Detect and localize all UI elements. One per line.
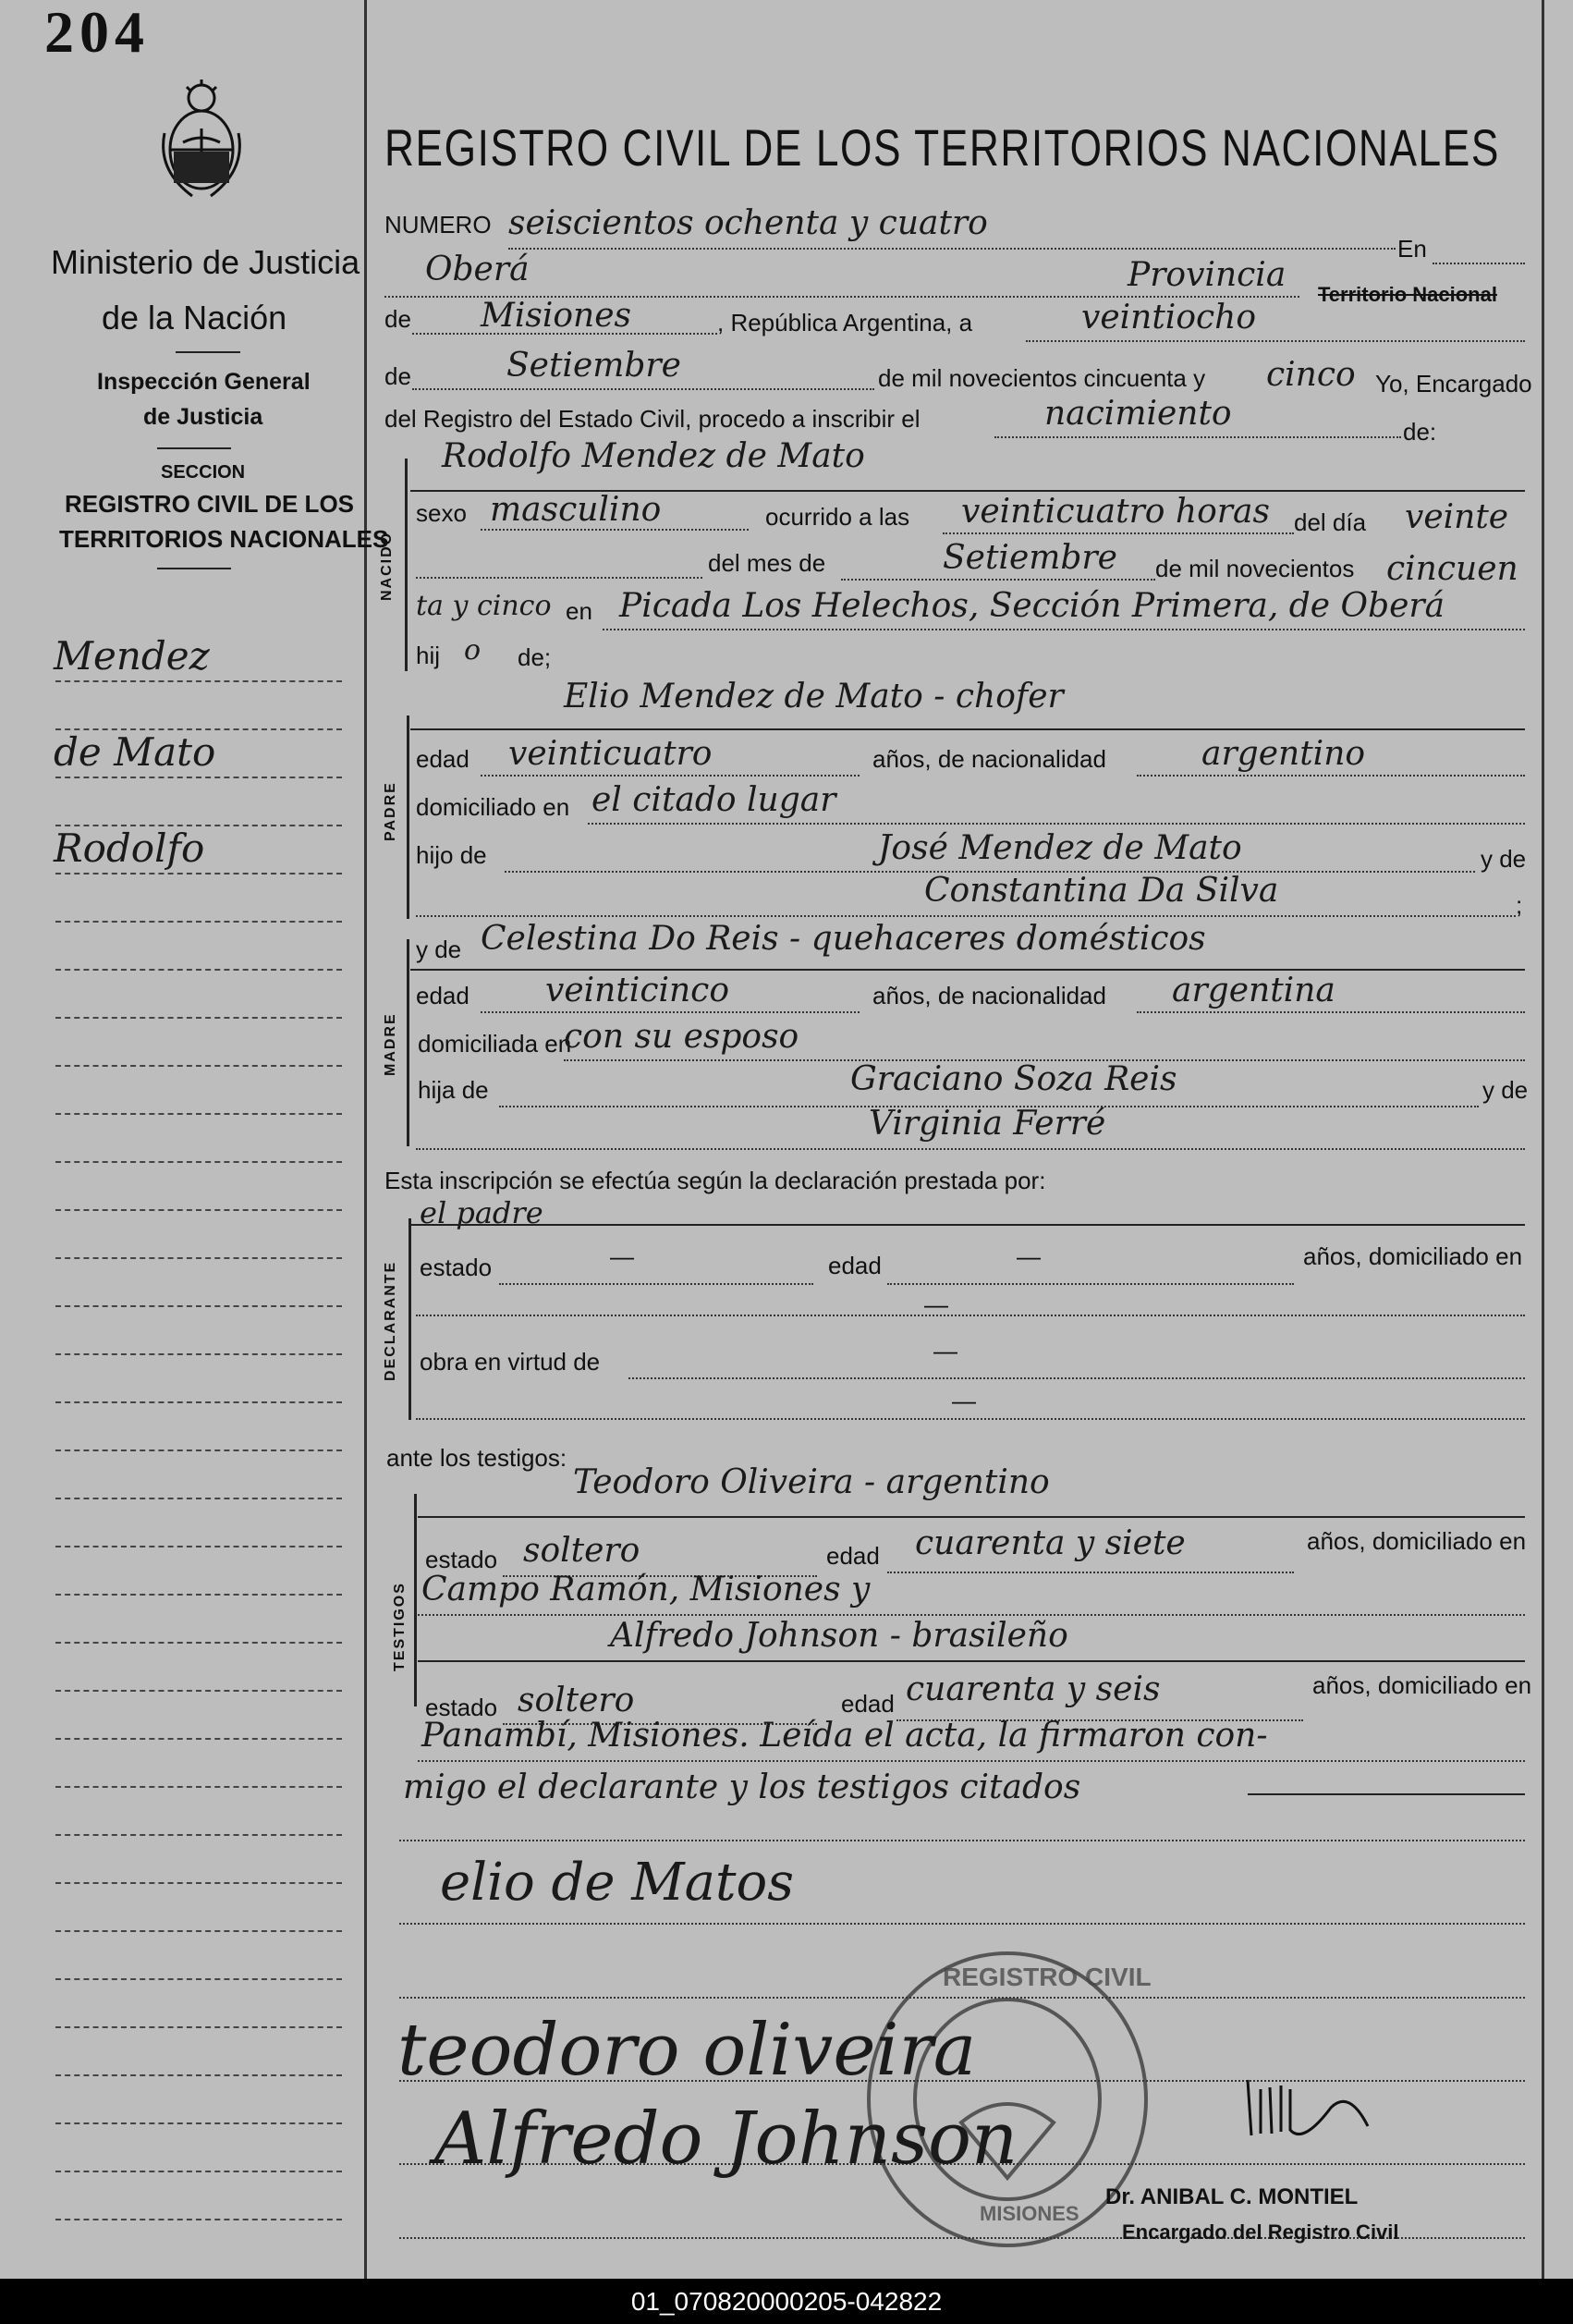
lugar-value: Picada Los Helechos, Sección Primera, de Oberá — [619, 587, 1445, 625]
sidebar-rule — [176, 351, 240, 353]
mes-value: Setiembre — [943, 539, 1117, 577]
sidebar-rule — [157, 447, 231, 449]
de-label-nacido: de; — [518, 643, 552, 671]
hij-value: o — [464, 634, 482, 667]
declarante-dom-line — [416, 1315, 1525, 1316]
inspection-line2: de Justicia — [143, 404, 263, 430]
declarante-name: el padre — [420, 1195, 543, 1230]
padre-edad-value: veinticuatro — [508, 735, 713, 773]
numero-value: seiscientos ochenta y cuatro — [508, 204, 988, 242]
declarante-section-label: DECLARANTE — [383, 1260, 398, 1381]
place-value: Oberá — [425, 251, 530, 288]
year-value: cinco — [1266, 356, 1356, 394]
madre-y-de-label: y de — [416, 936, 462, 963]
declarante-anos-label: años, domiciliado en — [1303, 1242, 1523, 1270]
padre-domicilio: el citado lugar — [591, 781, 836, 819]
padre-section-label: PADRE — [383, 781, 398, 841]
de-label-2: de — [384, 362, 411, 390]
witness2-estado: soltero — [518, 1682, 635, 1719]
padre-edad-line — [481, 775, 860, 777]
del-mes-label: del mes de — [708, 549, 826, 577]
en-label-nacido: en — [566, 597, 592, 625]
margin-note-surname2: de Mato — [54, 729, 216, 775]
month-line — [412, 388, 874, 390]
year-label: de mil novecientos cincuenta y — [878, 364, 1206, 392]
seal-text-bottom: MISIONES — [980, 2202, 1079, 2225]
republica-label: , República Argentina, a — [717, 309, 973, 336]
witness1-edad-label: edad — [826, 1542, 880, 1570]
padre-nac-line — [1137, 775, 1525, 777]
witness2-name-line — [418, 1660, 1525, 1662]
sexo-label: sexo — [416, 499, 467, 527]
madre-parent1: Graciano Soza Reis — [850, 1060, 1177, 1098]
ocurrido-label: ocurrido a las — [765, 503, 910, 531]
sidebar-rule — [157, 568, 231, 569]
declarante-brace — [408, 1218, 411, 1420]
registro-label: del Registro del Estado Civil, procedo a inscribir el — [384, 405, 921, 433]
padre-dom-line — [588, 823, 1525, 825]
declarante-edad-dash: — — [1017, 1242, 1041, 1270]
hij-label: hij — [416, 642, 441, 669]
padre-domicilio-label: domiciliado en — [416, 793, 570, 821]
numero-label: NUMERO — [384, 211, 492, 239]
madre-section-label: MADRE — [383, 1012, 398, 1076]
declarante-signature: elio de Matos — [440, 1853, 794, 1913]
ministry-line1: Ministerio de Justicia — [51, 243, 360, 281]
declarante-edad-label: edad — [828, 1252, 882, 1279]
madre-edad-label: edad — [416, 982, 469, 1009]
nacido-section-label: NACIDO — [379, 531, 395, 601]
padre-y-de-label: y de — [1481, 845, 1527, 873]
provincia-value: Provincia — [1128, 256, 1286, 294]
act-line — [994, 436, 1401, 438]
territorio-label: Territorio Nacional — [1318, 283, 1497, 306]
coat-of-arms-icon — [155, 78, 248, 207]
sidebar-divider — [364, 0, 367, 2279]
file-id-footer: 01_070820000205-042822 — [0, 2279, 1573, 2324]
madre-domicilio: con su esposo — [564, 1018, 799, 1056]
province-name: Misiones — [481, 297, 632, 335]
testigos-intro: ante los testigos: — [386, 1444, 567, 1472]
witness2-edad-label: edad — [841, 1690, 895, 1718]
witness2-anos-label: años, domiciliado en — [1312, 1671, 1532, 1699]
mes-line — [841, 579, 1155, 581]
numero-line — [508, 248, 1396, 250]
dia-value: veinte — [1405, 498, 1509, 536]
padre-anos-label: años, de nacionalidad — [872, 745, 1106, 773]
witness1-name-line — [418, 1516, 1525, 1518]
padre-edad-label: edad — [416, 745, 469, 773]
witness2-estado-label: estado — [425, 1694, 498, 1721]
ministry-line2: de la Nación — [102, 299, 287, 336]
padre-brace — [407, 716, 409, 919]
madre-hija-label: hija de — [418, 1076, 489, 1104]
del-dia-label: del día — [1294, 508, 1367, 536]
declarante-estado-dash: — — [610, 1242, 634, 1270]
madre-name-line — [410, 969, 1525, 971]
de-colon: de: — [1403, 418, 1437, 446]
testigos-section-label: TESTIGOS — [392, 1582, 408, 1671]
testigos-brace — [414, 1494, 417, 1706]
witness1-domicilio: Campo Ramón, Misiones y — [421, 1571, 871, 1608]
madre-edad-line — [481, 1011, 860, 1013]
page-number: 204 — [44, 0, 150, 65]
year-value-a: cincuen — [1386, 550, 1518, 588]
yo-label: Yo, Encargado — [1375, 370, 1532, 398]
witness1-estado-label: estado — [425, 1546, 498, 1573]
witness2-signature: Alfredo Johnson — [434, 2098, 1018, 2181]
padre-parent2: Constantina Da Silva — [924, 872, 1279, 910]
declarante-estado-label: estado — [420, 1254, 493, 1281]
month-value: Setiembre — [506, 347, 681, 385]
document-title: REGISTRO CIVIL DE LOS TERRITORIOS NACIONALES — [384, 118, 1500, 177]
witness2-dom-line — [418, 1760, 1525, 1762]
seal-text-top: REGISTRO CIVIL — [943, 1963, 1152, 1991]
declarante-obra-label: obra en virtud de — [420, 1348, 601, 1376]
declarante-dom-dash: — — [924, 1290, 948, 1318]
padre-hijo-label: hijo de — [416, 841, 487, 869]
padre-semicolon: ; — [1516, 891, 1523, 919]
witness2-name: Alfredo Johnson - brasileño — [610, 1617, 1068, 1655]
witness1-name: Teodoro Oliveira - argentino — [573, 1463, 1050, 1501]
sexo-value: masculino — [490, 491, 662, 529]
madre-y-de-label2: y de — [1482, 1076, 1529, 1104]
witness2-edad: cuarenta y seis — [906, 1670, 1161, 1708]
declarante-estado-line — [499, 1283, 813, 1285]
declarante-intro: Esta inscripción se efectúa según la declaración prestada por: — [384, 1167, 1046, 1194]
madre-edad-value: veinticinco — [545, 972, 730, 1009]
declarante-name-line — [410, 1224, 1525, 1226]
padre-name: Elio Mendez de Mato - chofer — [564, 678, 1064, 716]
madre-nac-line — [1137, 1011, 1525, 1013]
declarante-obra-dash: — — [933, 1337, 957, 1364]
nacido-brace — [405, 459, 408, 671]
hour-value: veinticuatro horas — [961, 493, 1270, 531]
madre-parent2-line — [416, 1148, 1525, 1150]
madre-name: Celestina Do Reis - quehaceres domésticos — [481, 920, 1206, 958]
en-line — [1433, 263, 1525, 264]
de-label: de — [384, 305, 411, 333]
witness1-signature: teodoro oliveira — [397, 2009, 977, 2092]
padre-parent1: José Mendez de Mato — [878, 829, 1242, 867]
closing-line — [1248, 1793, 1525, 1795]
hour-line — [943, 532, 1294, 534]
official-signature — [1229, 2071, 1377, 2154]
madre-parent2: Virginia Ferré — [869, 1105, 1106, 1143]
day-value: veintiocho — [1081, 299, 1257, 336]
official-title: Encargado del Registro Civil — [1122, 2220, 1399, 2244]
witness2-domicilio: Panambí, Misiones. Leída el acta, la firmaron con- — [421, 1717, 1268, 1755]
madre-anos-label: años, de nacionalidad — [872, 982, 1106, 1009]
act-value: nacimiento — [1044, 395, 1232, 433]
witness1-dom-line — [418, 1614, 1525, 1616]
mil-label: de mil novecientos — [1155, 555, 1355, 582]
section-label: SECCION — [161, 462, 246, 483]
madre-domicilio-label: domiciliada en — [418, 1030, 572, 1058]
declarante-obra-line — [628, 1377, 1525, 1379]
margin-note-given-name: Rodolfo — [54, 826, 205, 871]
inspection-line1: Inspección General — [97, 369, 311, 395]
declarante-edad-line — [887, 1283, 1294, 1285]
madre-nacionalidad: argentina — [1172, 972, 1335, 1009]
padre-name-line — [410, 728, 1525, 730]
registry-line1: REGISTRO CIVIL DE LOS — [65, 490, 355, 518]
en-label: En — [1397, 235, 1427, 263]
year-value-b: ta y cinco — [416, 590, 552, 622]
declarante-extra-dash: — — [952, 1387, 976, 1414]
madre-brace — [407, 939, 409, 1146]
nacido-name: Rodolfo Mendez de Mato — [442, 437, 865, 475]
closing-text: migo el declarante y los testigos citados — [403, 1768, 1081, 1806]
witness1-edad: cuarenta y siete — [915, 1524, 1186, 1562]
day-line — [1026, 340, 1525, 342]
mes-pre-line — [416, 577, 702, 579]
padre-nacionalidad: argentino — [1201, 735, 1366, 773]
lugar-line — [603, 629, 1525, 630]
witness1-estado: soltero — [523, 1532, 640, 1570]
margin-note-surname1: Mendez — [54, 633, 210, 679]
witness1-anos-label: años, domiciliado en — [1307, 1527, 1527, 1555]
right-border — [1542, 0, 1544, 2279]
declarante-extra-line — [416, 1418, 1525, 1420]
padre-parent2-line — [416, 915, 1516, 917]
registry-line2: TERRITORIOS NACIONALES — [59, 525, 389, 553]
witness1-edad-line — [887, 1572, 1294, 1573]
sexo-line — [481, 529, 749, 531]
official-name: Dr. ANIBAL C. MONTIEL — [1105, 2184, 1359, 2209]
